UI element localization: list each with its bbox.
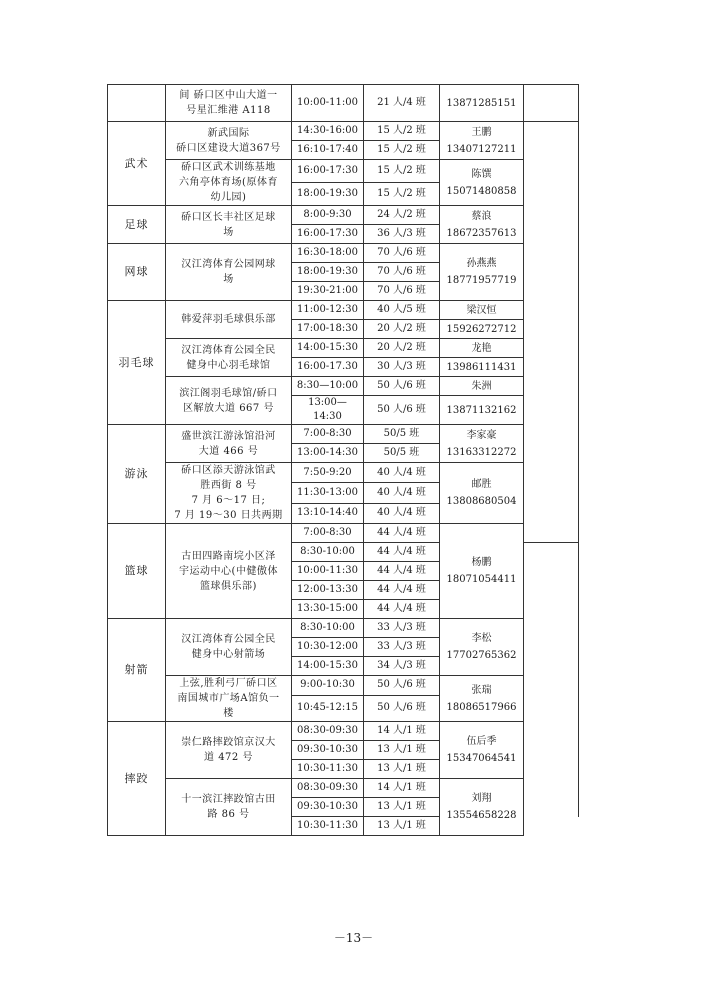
contact-cell: 13871132162 bbox=[440, 396, 524, 425]
contact-cell: 李松 17702765362 bbox=[440, 619, 524, 676]
capacity-cell: 13 人/1 班 bbox=[364, 760, 440, 779]
capacity-cell: 70 人/6 班 bbox=[364, 263, 440, 282]
capacity-cell: 14 人/1 班 bbox=[364, 722, 440, 741]
time-cell: 16:00-17:30 bbox=[292, 160, 364, 183]
capacity-cell: 50/5 班 bbox=[364, 444, 440, 463]
location-cell: 汉江湾体育公园网球 场 bbox=[166, 244, 292, 301]
capacity-cell: 36 人/3 班 bbox=[364, 225, 440, 244]
table-row bbox=[108, 160, 579, 183]
table-row bbox=[108, 377, 579, 396]
capacity-cell: 24 人/2 班 bbox=[364, 206, 440, 225]
time-cell: 10:00-11:30 bbox=[292, 562, 364, 581]
capacity-cell: 40 人/5 班 bbox=[364, 301, 440, 320]
contact-cell: 李家豪 13163312272 bbox=[440, 425, 524, 463]
capacity-cell: 70 人/6 班 bbox=[364, 282, 440, 301]
category-cell-wushu: 武术 bbox=[108, 122, 166, 206]
location-cell: 硚口区添天游泳馆武 胜西街 8 号 7 月 6～17 日; 7 月 19～30 日共两期 bbox=[166, 463, 292, 524]
time-cell: 11:00-12:30 bbox=[292, 301, 364, 320]
capacity-cell: 20 人/2 班 bbox=[364, 320, 440, 339]
location-cell: 古田四路南垸小区泽 宇运动中心(中健傲体 篮球俱乐部) bbox=[166, 524, 292, 619]
time-cell: 14:30-16:00 bbox=[292, 122, 364, 141]
time-cell: 8:30-10:00 bbox=[292, 619, 364, 638]
time-cell: 18:00-19:30 bbox=[292, 183, 364, 206]
contact-cell: 15926272712 bbox=[440, 320, 524, 339]
capacity-cell: 20 人/2 班 bbox=[364, 339, 440, 358]
time-cell: 13:00—14:30 bbox=[292, 396, 364, 425]
location-cell: 硚口区武术训练基地 六角亭体育场(原体育 幼儿园) bbox=[166, 160, 292, 206]
time-cell: 16:00-17:30 bbox=[292, 225, 364, 244]
contact-cell: 13986111431 bbox=[440, 358, 524, 377]
capacity-cell: 50/5 班 bbox=[364, 425, 440, 444]
time-cell: 12:00-13:30 bbox=[292, 581, 364, 600]
contact-cell: 伍后季 15347064541 bbox=[440, 722, 524, 779]
location-cell: 间 硚口区中山大道一 号星汇维港 A118 bbox=[166, 85, 292, 122]
time-cell: 10:00-11:00 bbox=[292, 85, 364, 122]
table-row bbox=[108, 676, 579, 696]
time-cell: 09:30-10:30 bbox=[292, 798, 364, 817]
time-cell: 8:30-10:00 bbox=[292, 543, 364, 562]
capacity-cell: 30 人/3 班 bbox=[364, 358, 440, 377]
time-cell: 16:10-17:40 bbox=[292, 141, 364, 160]
capacity-cell: 44 人/4 班 bbox=[364, 600, 440, 619]
category-cell-basketball: 篮球 bbox=[108, 524, 166, 619]
contact-cell: 蔡浪 18672357613 bbox=[440, 206, 524, 244]
time-cell: 8:00-9:30 bbox=[292, 206, 364, 225]
time-cell: 14:00-15:30 bbox=[292, 657, 364, 676]
contact-cell: 杨鹏 18071054411 bbox=[440, 524, 524, 619]
time-cell: 16:00-17.30 bbox=[292, 358, 364, 377]
capacity-cell: 15 人/2 班 bbox=[364, 183, 440, 206]
time-cell: 09:30-10:30 bbox=[292, 741, 364, 760]
location-cell: 硚口区长丰社区足球 场 bbox=[166, 206, 292, 244]
table-row bbox=[108, 722, 579, 741]
time-cell: 13:10-14:40 bbox=[292, 503, 364, 523]
table-row bbox=[108, 301, 579, 320]
category-cell-wrestling: 摔跤 bbox=[108, 722, 166, 836]
location-cell: 滨江阁羽毛球馆/硚口 区解放大道 667 号 bbox=[166, 377, 292, 425]
contact-cell: 孙燕燕 18771957719 bbox=[440, 244, 524, 301]
capacity-cell: 13 人/1 班 bbox=[364, 817, 440, 836]
capacity-cell: 40 人/4 班 bbox=[364, 503, 440, 523]
capacity-cell: 33 人/3 班 bbox=[364, 619, 440, 638]
table-row bbox=[108, 524, 579, 543]
location-cell: 上弦,胜利弓厂硚口区 南国城市广场A馆负一 楼 bbox=[166, 676, 292, 722]
location-cell: 新武国际 硚口区建设大道367号 bbox=[166, 122, 292, 160]
table-row bbox=[108, 244, 579, 263]
time-cell: 9:00-10:30 bbox=[292, 676, 364, 696]
contact-cell: 王鹏 13407127211 bbox=[440, 122, 524, 160]
category-cell-badminton: 羽毛球 bbox=[108, 301, 166, 425]
remark-cell bbox=[524, 85, 579, 122]
capacity-cell: 44 人/4 班 bbox=[364, 562, 440, 581]
table-body bbox=[108, 85, 579, 836]
table-row bbox=[108, 206, 579, 225]
time-cell: 7:00-8:30 bbox=[292, 524, 364, 543]
category-cell-tennis: 网球 bbox=[108, 244, 166, 301]
capacity-cell: 21 人/4 班 bbox=[364, 85, 440, 122]
time-cell: 08:30-09:30 bbox=[292, 779, 364, 798]
capacity-cell: 14 人/1 班 bbox=[364, 779, 440, 798]
location-cell: 汉江湾体育公园全民 健身中心射箭场 bbox=[166, 619, 292, 676]
time-cell: 10:30-11:30 bbox=[292, 760, 364, 779]
capacity-cell: 13 人/1 班 bbox=[364, 798, 440, 817]
contact-cell: 龙艳 bbox=[440, 339, 524, 358]
table-row bbox=[108, 425, 579, 444]
capacity-cell: 13 人/1 班 bbox=[364, 741, 440, 760]
contact-cell: 刘翔 13554658228 bbox=[440, 779, 524, 836]
capacity-cell: 40 人/4 班 bbox=[364, 463, 440, 483]
time-cell: 11:30-13:00 bbox=[292, 483, 364, 503]
contact-cell: 13871285151 bbox=[440, 85, 524, 122]
time-cell: 7:50-9:20 bbox=[292, 463, 364, 483]
table-row bbox=[108, 779, 579, 798]
time-cell: 10:30-11:30 bbox=[292, 817, 364, 836]
time-cell: 10:30-12:00 bbox=[292, 638, 364, 657]
capacity-cell: 15 人/2 班 bbox=[364, 122, 440, 141]
capacity-cell: 15 人/2 班 bbox=[364, 160, 440, 183]
time-cell: 19:30-21:00 bbox=[292, 282, 364, 301]
capacity-cell: 44 人/4 班 bbox=[364, 543, 440, 562]
location-cell: 十一滨江摔跤馆古田 路 86 号 bbox=[166, 779, 292, 836]
contact-cell: 陈馔 15071480858 bbox=[440, 160, 524, 206]
contact-cell: 邮胜 13808680504 bbox=[440, 463, 524, 524]
time-cell: 7:00-8:30 bbox=[292, 425, 364, 444]
table-row bbox=[108, 619, 579, 638]
capacity-cell: 40 人/4 班 bbox=[364, 483, 440, 503]
time-cell: 18:00-19:30 bbox=[292, 263, 364, 282]
contact-cell: 朱洲 bbox=[440, 377, 524, 396]
time-cell: 16:30-18:00 bbox=[292, 244, 364, 263]
time-cell: 08:30-09:30 bbox=[292, 722, 364, 741]
contact-cell: 梁汉恒 bbox=[440, 301, 524, 320]
capacity-cell: 33 人/3 班 bbox=[364, 638, 440, 657]
table-row bbox=[108, 122, 579, 141]
time-cell: 13:00-14:30 bbox=[292, 444, 364, 463]
time-cell: 10:45-12:15 bbox=[292, 695, 364, 721]
table-row bbox=[108, 463, 579, 483]
category-cell-swimming: 游泳 bbox=[108, 425, 166, 524]
remark-column-cell bbox=[524, 122, 579, 543]
location-cell: 韩爱萍羽毛球俱乐部 bbox=[166, 301, 292, 339]
capacity-cell: 34 人/3 班 bbox=[364, 657, 440, 676]
capacity-cell: 44 人/4 班 bbox=[364, 581, 440, 600]
category-cell-empty bbox=[108, 85, 166, 122]
capacity-cell: 70 人/6 班 bbox=[364, 244, 440, 263]
category-cell-football: 足球 bbox=[108, 206, 166, 244]
page-number: －13－ bbox=[333, 931, 374, 945]
location-cell: 盛世滨江游泳馆沿河 大道 466 号 bbox=[166, 425, 292, 463]
capacity-cell: 50 人/6 班 bbox=[364, 676, 440, 696]
capacity-cell: 44 人/4 班 bbox=[364, 524, 440, 543]
capacity-cell: 50 人/6 班 bbox=[364, 695, 440, 721]
location-cell: 汉江湾体育公园全民 健身中心羽毛球馆 bbox=[166, 339, 292, 377]
location-cell: 崇仁路摔跤馆京汉大 道 472 号 bbox=[166, 722, 292, 779]
category-cell-archery: 射箭 bbox=[108, 619, 166, 722]
schedule-table bbox=[107, 84, 579, 836]
time-cell: 14:00-15:30 bbox=[292, 339, 364, 358]
time-cell: 17:00-18:30 bbox=[292, 320, 364, 339]
table-row bbox=[108, 339, 579, 358]
time-cell: 8:30—10:00 bbox=[292, 377, 364, 396]
table-row bbox=[108, 85, 579, 122]
time-cell: 13:30-15:00 bbox=[292, 600, 364, 619]
capacity-cell: 50 人/6 班 bbox=[364, 377, 440, 396]
capacity-cell: 15 人/2 班 bbox=[364, 141, 440, 160]
contact-cell: 张瑞 18086517966 bbox=[440, 676, 524, 722]
capacity-cell: 50 人/6 班 bbox=[364, 396, 440, 425]
